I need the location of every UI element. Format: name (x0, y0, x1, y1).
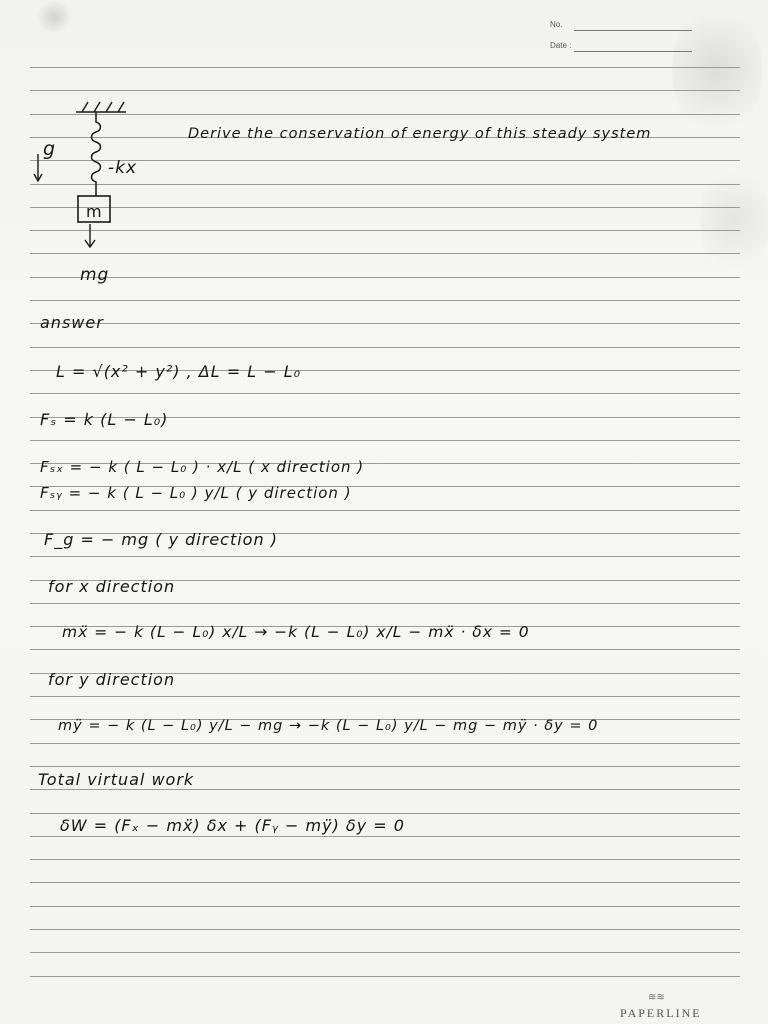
ceiling-hatch (82, 102, 88, 112)
ruled-line (30, 323, 740, 324)
ruled-line (30, 696, 740, 697)
ruled-line (30, 510, 740, 511)
scan-smudge-top-left (34, 2, 74, 32)
ruled-line (30, 649, 740, 650)
header-no-line (574, 30, 692, 31)
answer-line: δW = (Fₓ − mẍ) δx + (Fᵧ − mÿ) δy = 0 (60, 816, 405, 835)
brand-name: PAPERLINE (620, 1006, 702, 1020)
answer-line: mẍ = − k (L − L₀) x/L → −k (L − L₀) x/L − mẍ · δx = 0 (62, 623, 530, 641)
ruled-line (30, 882, 740, 883)
ruled-line (30, 766, 740, 767)
spring-force-label: -kx (108, 158, 138, 178)
answer-line: Total virtual work (38, 770, 195, 789)
ruled-line (30, 813, 740, 814)
ruled-line (30, 906, 740, 907)
ruled-line (30, 603, 740, 604)
answer-line: for y direction (48, 670, 176, 689)
ruled-line (30, 836, 740, 837)
brand-logo-icon: ≋≋ (648, 992, 665, 1003)
weight-label: mg (80, 265, 110, 285)
ruled-line (30, 440, 740, 441)
spring-mass-diagram (28, 96, 168, 286)
mass-label: m (86, 202, 103, 221)
ceiling-hatch (106, 102, 112, 112)
header-no-label: No. (550, 20, 563, 29)
answer-line: Fₛ = k (L − L₀) (40, 410, 169, 429)
ruled-line (30, 976, 740, 977)
problem-statement: Derive the conservation of energy of this steady system (188, 126, 652, 142)
ruled-line (30, 929, 740, 930)
answer-line: Fₛₓ = − k ( L − L₀ ) · x/L ( x direction ) (40, 458, 365, 476)
answer-line: mÿ = − k (L − L₀) y/L − mg → −k (L − L₀) y/L − mg − mÿ · δy = 0 (58, 718, 599, 734)
ruled-line (30, 952, 740, 953)
answer-heading: answer (40, 313, 104, 332)
ceiling-hatch (118, 102, 124, 112)
ruled-line (30, 859, 740, 860)
scan-smudge-top-right (672, 0, 762, 140)
ruled-line (30, 347, 740, 348)
ruled-line (30, 789, 740, 790)
ceiling-hatch (94, 102, 100, 112)
gravity-label: g (43, 138, 57, 160)
ruled-line (30, 90, 740, 91)
ruled-line (30, 393, 740, 394)
ruled-line (30, 743, 740, 744)
scan-smudge-right (700, 160, 768, 280)
spring-coil (92, 112, 101, 196)
answer-line: F_g = − mg ( y direction ) (44, 530, 278, 549)
answer-line: for x direction (48, 577, 176, 596)
ruled-line (30, 300, 740, 301)
header-date-label: Date : (550, 41, 572, 50)
header-date-line (574, 51, 692, 52)
answer-line: Fₛᵧ = − k ( L − L₀ ) y/L ( y direction ) (40, 484, 352, 502)
ruled-line (30, 556, 740, 557)
ruled-line (30, 67, 740, 68)
answer-line: L = √(x² + y²) , ΔL = L − L₀ (56, 362, 302, 381)
